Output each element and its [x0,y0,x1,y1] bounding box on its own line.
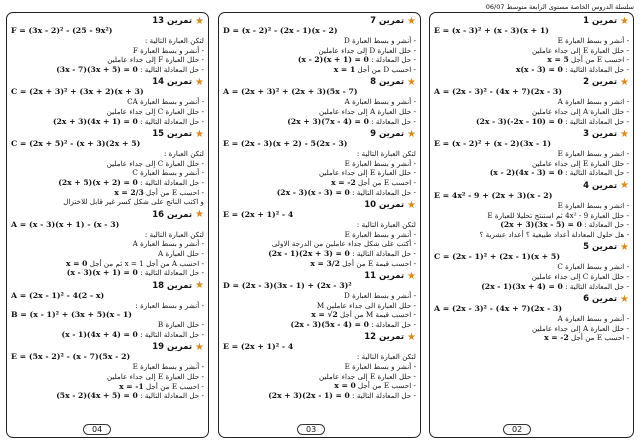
instruction-text: - حلل العبارة E إلى جداء عاملين [318,168,416,178]
expression-line: E = (2x - 3)(x + 2) - 5(2x - 3) [223,139,348,149]
instruction-line [223,188,416,198]
instruction-text: - حلل العبارة A إلى جداء عاملين [532,106,629,116]
instruction-line [11,168,204,178]
instruction-line [223,220,416,230]
formula-text: x = 5 [547,55,569,65]
instruction-line [223,178,416,188]
instruction-line [434,333,629,343]
formula-text: (2x + 3)(4x + 1) = 0 [53,116,138,126]
instruction-text: لتكن العبارة التالية : [356,220,416,230]
instruction-line [223,149,416,159]
instruction-text: - حلل العبارة A إلى جداء عاملين [532,323,629,333]
instruction-line [11,55,204,65]
instruction-text: - أنشر و بسط العبارة A [557,314,629,324]
page-number-left: 04 [83,424,111,435]
instruction-text: - أنشر و بسط العبارة D [344,291,416,301]
exercise-title [11,281,204,291]
exercise-block [434,181,629,239]
formula-text: (2x - 1)(3x + 4) = 0 [481,281,563,291]
formula-text: x = 0 [334,381,356,391]
exercise-title-text: تمرين 5 [583,242,618,253]
instruction-line [223,36,416,46]
page-header: سلسلة الدروس الخاصة مستوى الرابعة متوسط 06/07 [485,3,634,11]
exercise-title-text: تمرين 1 [583,16,618,26]
instruction-line [11,188,204,198]
exercise-title-text: تمرين 4 [583,180,618,191]
instruction-text: - حلل العبارة A إلى جداء عاملين [319,106,416,116]
instruction-line [434,36,629,46]
instruction-text: - حل المعادلة : [371,319,416,329]
instruction-line [434,324,629,334]
instruction-line [11,391,204,401]
expression-line: B = (x - 1)² + (3x + 5)(x - 1) [11,310,133,320]
instruction-line [434,107,629,117]
instruction-line [11,178,204,188]
star-icon: ★ [620,293,629,305]
instruction-line [11,107,204,117]
exercise-title [223,332,416,342]
exercise-title [11,210,204,220]
star-icon: ★ [620,180,629,192]
star-icon: ★ [195,128,204,140]
exercise-block [11,281,204,340]
formula-text: x = -2 [544,333,569,343]
instruction-line [223,352,416,362]
formula-text: (x - 2)(4x - 3) = 0 [489,168,563,178]
instruction-line [434,55,629,65]
star-icon: ★ [620,241,629,253]
exercise-title [11,342,204,352]
formula-text: (5x - 2)(4x + 5) = 0 [56,391,138,401]
exercise-title-text: تمرين 11 [364,271,405,282]
instruction-text: - حلل العبارة E إلى جداء عاملين [106,372,204,382]
formula-text: (2x - 3)(-2x - 10) = 0 [476,116,563,126]
exercise-block [434,77,629,126]
exercise-title [434,294,629,304]
instruction-line [434,97,629,107]
instruction-line [11,382,204,392]
instruction-line [11,230,204,240]
formula-text: (x - 1)(4x + 4) = 0 [61,329,138,339]
formula-text: (2x - 3)(5x - 4) = 0 [290,319,369,329]
exercise-title [223,271,416,281]
instruction-line [11,149,204,159]
instruction-text: - أنشر و بسط العبارة A [344,97,416,107]
instruction-text: - حل المعادلة التالية : [140,329,204,339]
instruction-text: - أنشر و بسط العبارة E [132,362,204,372]
formula-text: (2x + 3)(7x - 4) = 0 [287,116,369,126]
instruction-text: - حلل العبارة C إلى جداء عاملين [106,106,204,116]
formula-text: (3x - 7)(3x + 5) = 0 [56,64,138,74]
star-icon: ★ [407,76,416,88]
instruction-text: - انشر و بسط العبارة E [557,200,629,210]
exercise-title [223,200,416,210]
instruction-line [434,149,629,159]
instruction-line [223,117,416,127]
instruction-text: لتكن العبارة التالية : [356,149,416,159]
instruction-text: - حل المعادلة : [584,220,629,230]
instruction-text: - احسب D من أجل [357,64,416,74]
instruction-line [11,301,204,311]
exercise-title-text: تمرين 10 [364,200,405,211]
instruction-line [11,330,204,340]
instruction-line [223,372,416,382]
expression-line: C = (2x + 5)² - (x + 3)(2x + 5) [11,139,141,149]
star-icon: ★ [195,15,204,27]
instruction-text: - أنشر و بسط العبارة E [557,36,629,45]
instruction-line [11,249,204,259]
exercise-title [223,129,416,139]
page-number-middle: 03 [297,424,325,435]
instruction-line [223,46,416,56]
expression-line: F = (3x - 2)² - (25 - 9x²) [11,26,113,35]
exercise-title [434,16,629,26]
exercise-title-text: تمرين 2 [583,77,618,88]
exercise-block [11,342,204,400]
instruction-text: - أكتب على شكل جداء عاملين من الدرجة الاولى [271,239,416,249]
instruction-text: - حلل العبارة D إلى جداء عاملين [318,45,416,55]
exercise-block [223,271,416,329]
instruction-line [434,168,629,178]
formula-text: x = -2 [331,177,356,187]
instruction-text: - حلل العبارة E إلى جداء عاملين [531,45,629,55]
instruction-text: - انشر و بسط العبارة E [557,149,629,159]
instruction-text: و اكتب الناتج على شكل كسر غير قابل للاختزال [63,197,204,207]
instruction-line [434,282,629,292]
instruction-text: - أنشر و بسط العبارة E [344,158,416,168]
instruction-line [434,159,629,169]
instruction-line [223,320,416,330]
expression-line: E = (x - 2)² + (x - 2)(3x - 1) [434,139,552,149]
exercise-title-text: تمرين 19 [152,342,193,353]
exercise-block [11,77,204,126]
star-icon: ★ [620,15,629,27]
instruction-text: - احسب E من أجل [571,333,629,343]
instruction-text: - حلل العبارة B [157,320,204,330]
instruction-line [223,391,416,401]
expression-line: C = (2x - 1)² + (2x - 1)(x + 5) [434,252,561,262]
instruction-line [11,36,204,46]
instruction-line [11,320,204,330]
instruction-line [223,239,416,249]
exercise-title-text: تمرين 13 [152,16,193,26]
instruction-text: - حل المعادلة التالية : [140,177,204,187]
instruction-line [11,46,204,56]
star-icon: ★ [620,128,629,140]
instruction-line [223,168,416,178]
expression-line: A = (2x + 3)² + (2x + 3)(5x - 7) [223,87,358,97]
expression-line: C = (2x + 3)² + (3x + 2)(x + 3) [11,87,144,97]
exercise-column-middle [218,12,421,438]
instruction-text: - حلل العبارة E إلى جداء عاملين [318,371,416,381]
exercise-title-text: تمرين 7 [370,16,405,26]
star-icon: ★ [195,280,204,292]
instruction-text: لتكن العبارة التالية : [356,352,416,362]
instruction-line [434,46,629,56]
instruction-line [223,249,416,259]
instruction-text: - احسب E من أجل [146,381,204,391]
formula-text: x = 1 [333,64,356,74]
instruction-text: - أنشر و بسط العبارة D [344,36,416,45]
exercise-block [434,294,629,343]
formula-text: x = √2 [311,310,338,320]
exercise-title [223,77,416,87]
exercise-title [11,16,204,26]
exercise-column-right [429,12,634,438]
instruction-text: - انشر و بسط العبارة A [557,97,629,107]
instruction-text: - حل المعادلة التالية : [352,390,416,400]
exercise-column-left [6,12,209,438]
instruction-line [11,197,204,207]
formula-text: (x - 3)(x + 1) = 0 [66,268,138,278]
instruction-text: - حل المعادلة التالية : [352,187,416,197]
instruction-line [11,117,204,127]
instruction-text: - حل المعادلة التالية : [140,116,204,126]
instruction-line [223,259,416,269]
formula-text: (x - 2)(x + 1) = 0 [297,55,369,65]
exercise-title-text: تمرين 12 [364,332,405,343]
instruction-line [11,65,204,75]
instruction-line [434,272,629,282]
exercise-title-text: تمرين 15 [152,129,193,140]
exercise-block [11,16,204,74]
instruction-text: - أنشر و بسط العبارة F [132,45,204,55]
exercise-block [223,200,416,268]
instruction-line [11,239,204,249]
instruction-line [434,117,629,127]
instruction-line [434,230,629,240]
instruction-text: - احسب E من أجل [146,187,204,197]
star-icon: ★ [620,76,629,88]
exercise-title [434,129,629,139]
expression-line: E = (2x + 1)² - 4 [223,210,294,220]
formula-text: (2x + 3)(2x - 1) = 0 [268,390,350,400]
star-icon: ★ [407,128,416,140]
star-icon: ★ [195,341,204,353]
instruction-text: - احسب قيمة E من أجل [342,258,416,268]
star-icon: ★ [407,331,416,343]
instruction-text: - حل المعادلة التالية : [140,268,204,278]
exercise-title-text: تمرين 3 [583,129,618,140]
instruction-text: لتكن العبارة التالية : [144,36,204,45]
instruction-line [223,301,416,311]
instruction-line [223,55,416,65]
instruction-line [223,230,416,240]
exercise-title-text: تمرين 9 [370,129,405,140]
star-icon: ★ [195,209,204,221]
exercise-title [434,77,629,87]
exercise-title-text: تمرين 6 [583,294,618,305]
exercise-title-text: تمرين 8 [370,77,405,88]
instruction-line [434,65,629,75]
exercise-block [434,242,629,291]
instruction-text: لتكن العبارة التالية : [144,229,204,239]
exercise-title [11,129,204,139]
instruction-line [434,262,629,272]
instruction-line [11,259,204,269]
expression-line: E = 4x² - 9 + (2x + 3)(x - 2) [434,190,553,200]
instruction-text: - حلل العبارة F إلى جداء عاملين [107,55,204,65]
instruction-line [223,107,416,117]
star-icon: ★ [195,76,204,88]
formula-text: x = 0 [65,258,88,268]
instruction-text: - حل المعادلة التالية : [352,248,416,258]
instruction-text: - أنشر و بسط العبارة A [132,239,204,249]
exercise-title-text: تمرين 14 [152,77,193,88]
instruction-text: - حل المعادلة التالية : [140,64,204,74]
instruction-line [434,220,629,230]
page-number-right: 02 [503,424,531,435]
instruction-text: - حل المعادلة : [371,116,416,126]
formula-text: x = 2/3 [114,187,144,197]
expression-line: E = (2x + 1)² - 4 [223,342,294,352]
instruction-line [223,159,416,169]
instruction-line [223,310,416,320]
exercise-block [223,332,416,400]
instruction-text: - حل المعادلة التالية : [565,116,629,126]
exercise-title [434,242,629,252]
expression-line: E = (x - 3)² + (x - 3)(x + 1) [434,26,549,35]
formula-text: x = -1 [119,381,144,391]
expression-line: A = (2x - 1)² - 4(2 - x) [11,290,105,300]
instruction-line [434,211,629,221]
expression-line: D = (2x - 3)(3x - 1) + (2x - 3)² [223,281,352,291]
instruction-text: - أنشر و بسط العبارة C [132,168,204,178]
exercise-block [434,129,629,178]
instruction-text: - احسب قيمة M من أجل [340,310,416,320]
formula-text: (2x - 3)(x - 3) = 0 [276,187,350,197]
formula-text: (2x - 1)(2x + 3) = 0 [268,248,350,258]
star-icon: ★ [407,15,416,27]
instruction-text: - حلل العبارة E إلى جداء عاملين [531,158,629,168]
instruction-text: - حل المعادلة التالية : [565,168,629,178]
instruction-line [223,381,416,391]
expression-line: A = (2x - 3)² - (4x + 7)(2x - 3) [434,304,563,314]
instruction-line [11,159,204,169]
instruction-text: - حلل العبارة C إلى جداء عاملين [531,271,629,281]
instruction-text: - حل المعادلة التالية : [140,391,204,401]
expression-line: E = (5x - 2)² - (x - 7)(5x - 2) [11,352,131,362]
instruction-line [11,362,204,372]
instruction-text: - انشر و بسط العبارة C [557,262,629,272]
instruction-text: - حلل العبارة C إلى جداء عاملين [106,158,204,168]
instruction-line [434,201,629,211]
expression-line: A = (x - 3)(x + 1) - (x - 3) [11,219,120,229]
instruction-line [11,268,204,278]
expression-line: A = (2x - 3)² - (4x + 7)(2x - 3) [434,87,563,97]
exercise-block [223,129,416,197]
formula-text: (2x + 5)(x + 2) = 0 [58,177,138,187]
instruction-text: لتكن العبارة : [163,149,204,159]
formula-text: x(x - 3) = 0 [515,64,563,74]
instruction-line [434,314,629,324]
instruction-text: - احسب E من أجل [358,381,416,391]
exercise-title [434,181,629,191]
exercise-title-text: تمرين 18 [152,280,193,291]
instruction-text: - حلل العبارة A [157,248,204,258]
instruction-text: - حل المعادلة التالية : [565,281,629,291]
instruction-text: - أنشر و بسط العبارة : [135,300,204,310]
star-icon: ★ [407,199,416,211]
exercise-block [11,129,204,207]
instruction-text: - أنشر و بسط العبارة CA [127,97,204,107]
instruction-text: - أنشر و بسط العبارة E [344,229,416,239]
instruction-text: - حل المعادلة التالية : [565,64,629,74]
instruction-line [223,362,416,372]
instruction-line [223,97,416,107]
exercise-block [223,77,416,126]
instruction-text: - احسب E من أجل [358,177,416,187]
instruction-line [223,65,416,75]
formula-text: (2x + 3)(3x - 5) = 0 [500,220,582,230]
instruction-text: - أنشر و بسط العبارة E [344,362,416,372]
star-icon: ★ [407,270,416,282]
instruction-line [223,291,416,301]
exercise-title-text: تمرين 16 [152,209,193,220]
exercise-title [223,16,416,26]
instruction-text: - احسب E من أجل [571,55,629,65]
formula-text: x = 3/2 [310,258,340,268]
instruction-text: - احسب A من أجل x = 1 ثم من أجل [89,258,204,268]
instruction-line [11,97,204,107]
exercise-block [11,210,204,278]
instruction-text: - حلل العبارة الى جداء عاملين M [316,300,416,310]
exercise-block [223,16,416,74]
instruction-text: - حلل العبارة 4x² - 9 ثم استنتج تحليلا للعبارة E [487,210,629,220]
instruction-line [11,372,204,382]
exercise-block [434,16,629,74]
exercise-title [11,77,204,87]
instruction-text: - هل حلول المعادلة أعداد طبيعية ؟ أعداد عشرية ؟ [479,229,629,239]
instruction-text: - حل المعادلة : [371,55,416,65]
expression-line: D = (x - 2)² - (2x - 1)(x - 2) [223,26,338,35]
